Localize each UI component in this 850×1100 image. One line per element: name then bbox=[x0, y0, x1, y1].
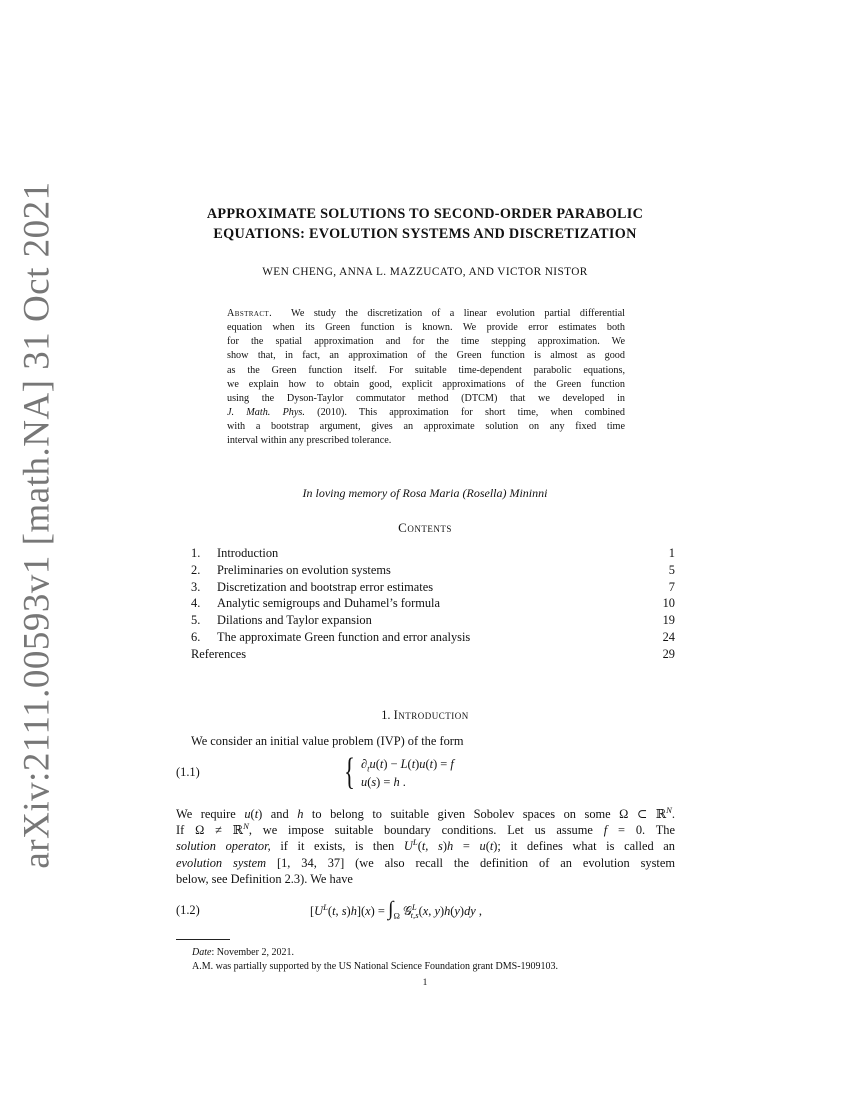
footnote-date: Date: November 2, 2021. bbox=[192, 947, 294, 958]
journal-name: J. Math. Phys. bbox=[227, 407, 305, 419]
footnote-divider bbox=[176, 939, 230, 940]
footnotes bbox=[192, 946, 558, 974]
paragraph: We require u(t) and h to belong to suitable given Sobolev spaces on some Ω ⊂ ℝ$^N$. If Ω ≠ ℝ$^N$, we impose suitable boundary conditions. Let us assume f = 0. The solution operator, if it exists, is then $U^L(t$, s)h = u(t); it defines what is called an evolution system [1, 34, 37] (we also recall the definition of an evolution system below, see Definition 2.3). We have bbox=[176, 804, 676, 886]
abstract bbox=[227, 307, 625, 449]
abstract-line: show that, in fact, an approximation of the Green function is almost as good bbox=[227, 350, 625, 362]
equation-label: (1.2) bbox=[176, 903, 200, 917]
dedication: In loving memory of Rosa Maria (Rosella) Mininni bbox=[302, 486, 548, 500]
page-number: 1 bbox=[422, 978, 428, 988]
toc-item[interactable]: 1. Introduction 1 bbox=[191, 546, 675, 560]
abstract-label: Abstract. bbox=[227, 308, 273, 319]
table-of-contents bbox=[191, 545, 675, 663]
contents-heading: Contents bbox=[398, 520, 452, 535]
arxiv-identifier: arXiv:2111.00593v1 [math.NA] 31 Oct 2021 bbox=[16, 181, 58, 869]
footnote-support: A.M. was partially supported by the US National Science Foundation grant DMS-1909103. bbox=[192, 961, 559, 972]
arxiv-stamp bbox=[8, 181, 66, 869]
toc-item[interactable]: 2. Preliminaries on evolution systems 5 bbox=[191, 562, 675, 577]
brace-symbol: { bbox=[344, 751, 355, 793]
abstract-line: using the Dyson-Taylor commutator method (DTCM) that we developed in bbox=[227, 392, 625, 404]
toc-item-references[interactable]: References 29 bbox=[191, 646, 675, 661]
toc-item[interactable]: 6. The approximate Green function and error analysis 24 bbox=[191, 629, 675, 644]
abstract-line: equation when its Green function is known. We provide error estimates both bbox=[227, 322, 625, 334]
title-line-1: APPROXIMATE SOLUTIONS TO SECOND-ORDER PARABOLIC bbox=[206, 206, 644, 222]
abstract-line: with a bootstrap argument, gives an approximate solution on any fixed time bbox=[227, 421, 625, 433]
section-heading: 1. Introduction bbox=[381, 708, 469, 722]
title-line-2: EQUATIONS: EVOLUTION SYSTEMS AND DISCRETIZATION bbox=[213, 226, 637, 242]
intro-sentence: We consider an initial value problem (IVP) of the form bbox=[191, 734, 464, 748]
toc-item[interactable]: 3. Discretization and bootstrap error estimates 7 bbox=[191, 579, 675, 594]
equation-1-2: [$U^L(t$, $s)h](x) = \int_\Omega$ 𝒢$^L_{t,s}$(x, y)h(y)dy , bbox=[310, 898, 482, 921]
abstract-line: we explain how to obtain good, explicit approximations of the Green function bbox=[227, 378, 625, 390]
paper-title bbox=[150, 204, 700, 244]
abstract-line: as the Green function itself. For suitable time-dependent parabolic equations, bbox=[227, 364, 625, 376]
abstract-line: Abstract. We study the discretization of a linear evolution partial differential bbox=[227, 308, 625, 319]
toc-item[interactable]: 4. Analytic semigroups and Duhamel’s formula 10 bbox=[191, 596, 675, 611]
abstract-line: J. Math. Phys. (2010). This approximation for short time, when combined bbox=[227, 407, 625, 419]
abstract-line: for the spatial approximation and for the time stepping approximation. We bbox=[227, 336, 625, 348]
author-list: WEN CHENG, ANNA L. MAZZUCATO, AND VICTOR NISTOR bbox=[262, 266, 588, 278]
toc-item[interactable]: 5. Dilations and Taylor expansion 19 bbox=[191, 613, 675, 628]
abstract-line: interval within any prescribed tolerance. bbox=[227, 435, 392, 447]
equation-label: (1.1) bbox=[176, 765, 200, 779]
